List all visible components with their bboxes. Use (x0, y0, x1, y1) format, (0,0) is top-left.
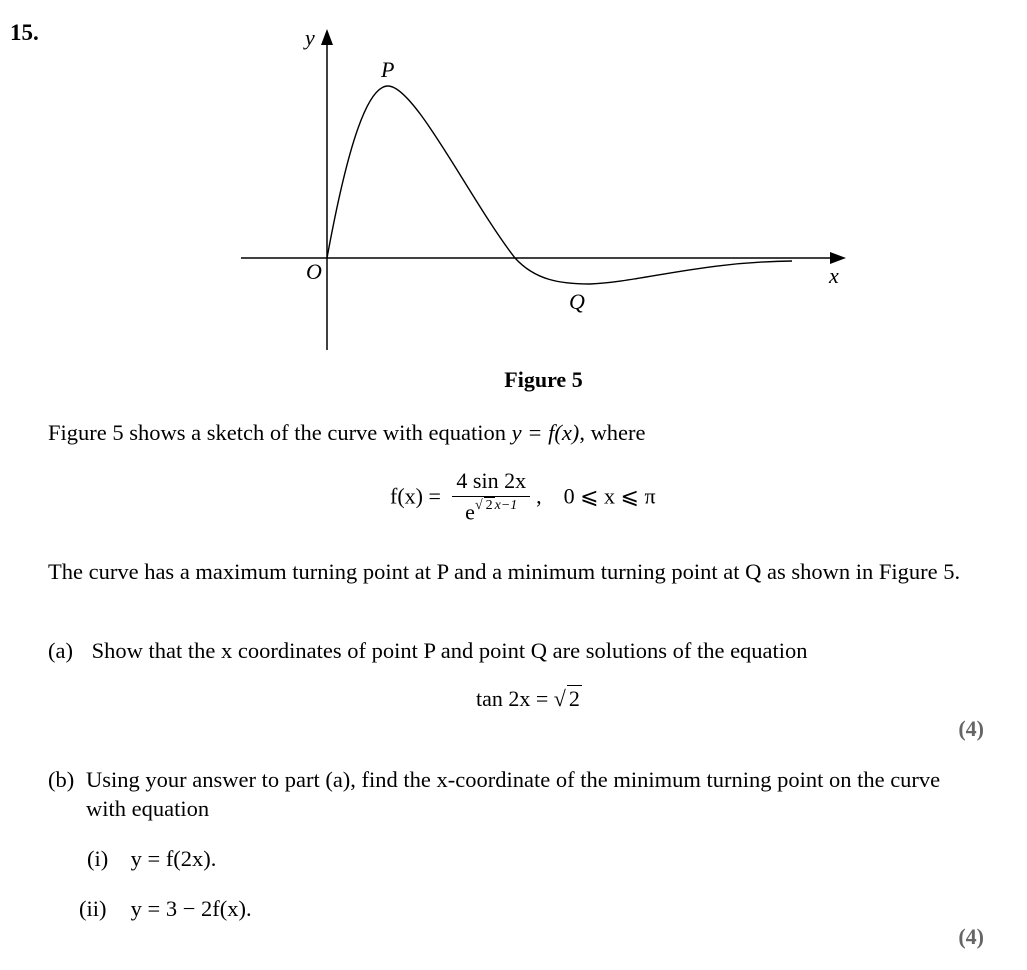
intro-text (48, 418, 646, 447)
part-b-label: (b) (48, 767, 75, 792)
denominator-exponent: √ 2 x−1 (474, 498, 518, 513)
function-denominator (452, 497, 530, 525)
part-b-text: Using your answer to part (a), find the x-coordinate of the minimum turning point on the curve with equation (86, 767, 941, 821)
function-numerator: 4 sin 2x (452, 468, 530, 497)
part-b-item-ii (79, 894, 252, 923)
exponent-root-value: 2 (485, 498, 493, 513)
function-fraction (452, 468, 530, 525)
function-lhs: f(x) = (390, 483, 441, 509)
turning-points-text: The curve has a maximum turning point at P and a minimum turning point at Q as shown in Figure 5. (48, 559, 961, 584)
intro-text-pre: Figure 5 shows a sketch of the curve with equation (48, 420, 512, 445)
item-i-equation: y = f(2x). (130, 846, 217, 871)
denominator-base: e (465, 499, 475, 525)
figure-caption: Figure 5 (504, 367, 583, 392)
intro-equation: y = f(x) (511, 420, 580, 445)
x-axis-label: x (829, 263, 839, 288)
curve (327, 86, 792, 284)
part-b (48, 765, 968, 823)
part-a-label: (a) (48, 638, 73, 663)
item-ii-equation: y = 3 − 2f(x). (130, 896, 252, 921)
part-a-equation-lhs: tan 2x = (476, 686, 549, 711)
intro-text-post: , where (579, 420, 646, 445)
part-a-text: Show that the x coordinates of point P and point Q are solutions of the equation (91, 638, 808, 663)
part-b-line (48, 765, 968, 823)
question-number: 15. (10, 20, 39, 45)
part-b-item-i (87, 844, 216, 873)
part-a-marks: (4) (958, 716, 984, 741)
function-definition: f(x) = $\frac{4 \sin 2x}{e^{√ 2 x-1}}$ , 0 ⩽ x ⩽ π (390, 468, 656, 525)
exponent-rest: x−1 (494, 498, 518, 513)
part-a-equation-root: 2 (568, 686, 580, 711)
y-axis-label: y (305, 25, 315, 50)
item-i-label: (i) (87, 846, 109, 871)
y-axis-arrow-icon (321, 29, 333, 45)
function-domain: 0 ⩽ x ⩽ π (563, 483, 656, 509)
origin-label: O (306, 259, 322, 284)
part-b-marks: (4) (958, 924, 984, 949)
part-a (48, 636, 968, 665)
point-q-label: Q (569, 289, 585, 314)
point-p-label: P (381, 57, 395, 82)
figure-5-sketch (0, 0, 1027, 400)
item-ii-label: (ii) (79, 896, 107, 921)
part-a-equation: tan 2x = √ 2 (476, 686, 580, 711)
